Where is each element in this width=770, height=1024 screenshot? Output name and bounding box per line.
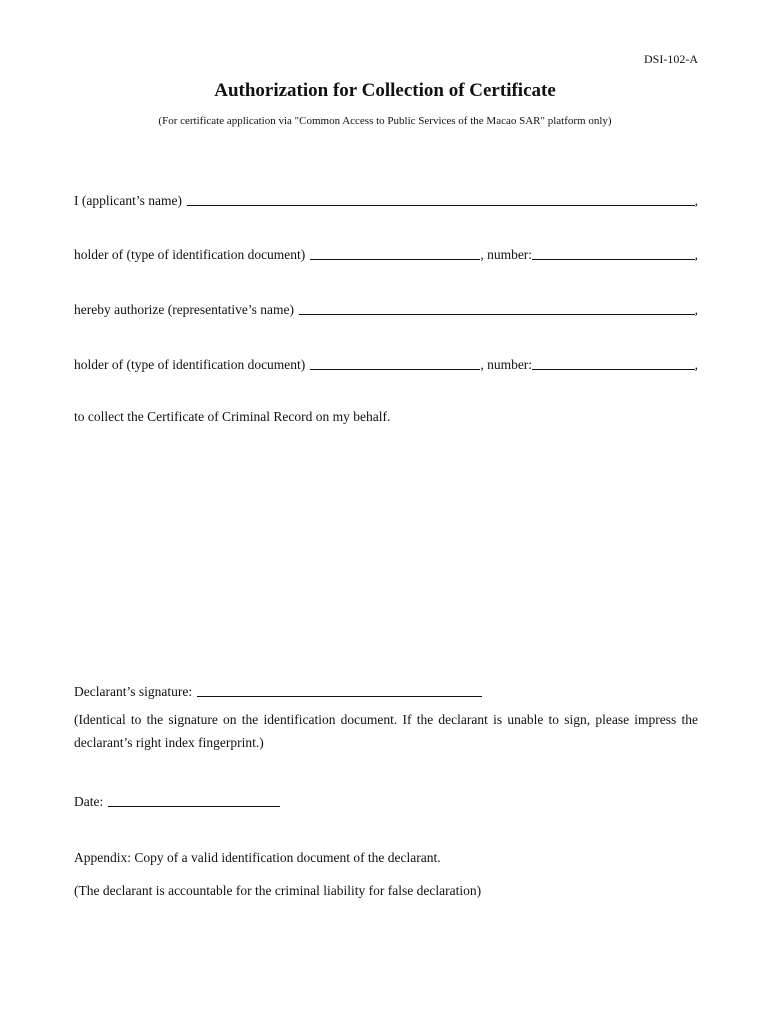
date-row	[74, 792, 280, 810]
row-comma: ,	[694, 301, 698, 317]
representative-id-type-field[interactable]	[310, 355, 480, 370]
signature-note: (Identical to the signature on the identification document. If the declarant is unable to sign, please impress the declarant’s right index fingerprint.)	[74, 712, 698, 750]
row-comma: ,	[694, 356, 698, 372]
representative-id-number-field[interactable]	[532, 355, 695, 370]
applicant-id-type-label: holder of (type of identification document)	[74, 246, 306, 262]
applicant-name-field[interactable]	[187, 191, 695, 206]
row-comma: ,	[694, 192, 698, 208]
representative-id-row	[74, 355, 698, 373]
document-subtitle: (For certificate application via "Common Access to Public Services of the Macao SAR" platform only)	[158, 115, 612, 127]
representative-name-label: hereby authorize (representative’s name)	[74, 301, 295, 317]
signature-row	[74, 682, 482, 700]
applicant-id-number-label: , number:	[480, 246, 533, 262]
liability-text: (The declarant is accountable for the criminal liability for false declaration)	[74, 883, 482, 898]
applicant-id-row	[74, 245, 698, 263]
representative-name-row	[74, 300, 698, 318]
representative-id-type-label: holder of (type of identification document)	[74, 356, 306, 372]
representative-name-field[interactable]	[299, 300, 695, 315]
applicant-name-row	[74, 191, 698, 209]
document-code: DSI-102-A	[644, 52, 698, 66]
document-title: Authorization for Collection of Certificate	[214, 80, 556, 101]
date-label: Date:	[74, 793, 104, 809]
representative-id-number-label: , number:	[480, 356, 533, 372]
applicant-id-type-field[interactable]	[310, 245, 480, 260]
appendix-text: Appendix: Copy of a valid identification document of the declarant.	[74, 850, 441, 865]
purpose-text: to collect the Certificate of Criminal Record on my behalf.	[74, 409, 391, 424]
signature-field[interactable]	[197, 682, 482, 697]
applicant-id-number-field[interactable]	[532, 245, 695, 260]
row-comma: ,	[694, 246, 698, 262]
signature-label: Declarant’s signature:	[74, 683, 193, 699]
applicant-name-label: I (applicant’s name)	[74, 192, 182, 208]
date-field[interactable]	[108, 792, 280, 807]
